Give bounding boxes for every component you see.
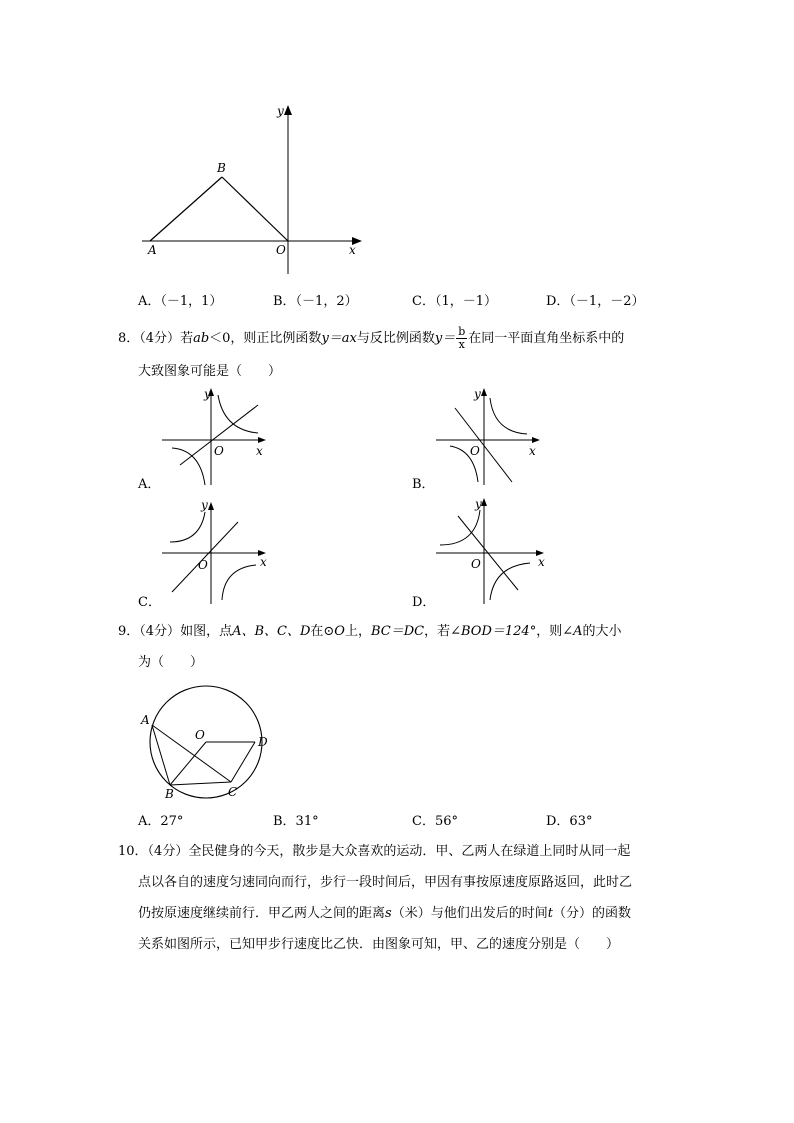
q9-option-a[interactable]: A．27°: [138, 814, 184, 829]
q8-score: （4分）: [139, 331, 181, 346]
q7-label-a: A: [148, 243, 157, 257]
q10-var-t: t: [547, 906, 553, 921]
q9-stem-line2: 为（ ）: [138, 655, 204, 670]
q8-option-a[interactable]: A．: [138, 477, 161, 492]
q9-segment-bc: [170, 782, 231, 785]
q9-text-1: 如图，点: [180, 624, 233, 639]
q9-number: 9．: [118, 624, 140, 639]
q9-label-a: A: [141, 713, 150, 727]
q7-label-x: x: [349, 243, 356, 257]
q9-segment-ac: [152, 725, 231, 782]
q10-line1: [118, 843, 630, 861]
q10-unit-t: （分）的函数: [552, 906, 631, 921]
q7-option-b[interactable]: B．（－1，2）: [273, 294, 358, 309]
q9-text-2: 在⊙: [310, 624, 335, 639]
q8b-label-x: x: [529, 444, 536, 458]
q8d-label-o: O: [471, 557, 481, 571]
q10-var-s: s: [385, 906, 392, 921]
q9-segment-ob: [170, 742, 206, 785]
q9-option-c[interactable]: C．56°: [412, 814, 458, 829]
q10-text-1: 全民健身的今天，散步是大众喜欢的运动．甲、乙两人在绿道上同时从同一起: [188, 844, 631, 859]
q8-eq-inverse-lhs: y＝: [434, 331, 456, 346]
q8-text-1: 若: [180, 331, 194, 346]
q9-text-4: ，若: [424, 624, 451, 639]
q8c-label-x: x: [260, 555, 267, 569]
q9-segment-cd: [231, 742, 255, 782]
q10-line4: 关系如图所示，已知甲步行速度比乙快．由图象可知，甲、乙的速度分别是（ ）: [138, 937, 620, 952]
q8b-label-y: y: [474, 387, 481, 401]
q9-circle: O: [334, 624, 345, 639]
q8a-label-y: y: [204, 387, 211, 401]
q9-option-b[interactable]: B．31°: [273, 814, 319, 829]
q7-label-b: B: [217, 161, 226, 175]
q9-label-b: B: [165, 787, 174, 801]
q8-text-3: 与反比例函数: [356, 331, 435, 346]
q8-number: 8．: [118, 331, 140, 346]
q10-score: （4分）: [147, 844, 189, 859]
q9-text-6: 的大小: [582, 624, 622, 639]
q8c-label-y: y: [201, 498, 208, 512]
q8a-label-o: O: [214, 444, 224, 458]
q8-option-d[interactable]: D．: [412, 595, 436, 610]
q8-eq-direct: y＝ax: [321, 331, 357, 346]
q9-points: A、B、C、D: [232, 624, 311, 639]
q10-unit-s: （米）与他们出发后的时间: [391, 906, 548, 921]
q9-label-o: O: [195, 728, 205, 742]
q9-target: ∠A: [562, 624, 583, 639]
q8d-label-x: x: [538, 555, 545, 569]
q7-label-y: y: [277, 104, 284, 118]
q8-text-2: ＜0，则正比例函数: [209, 331, 322, 346]
q9-label-c: C: [228, 785, 238, 799]
q7-option-a[interactable]: A．（－1，1）: [138, 294, 223, 309]
q8-var-ab: ab: [193, 331, 210, 346]
q10-line3-text: 仍按原速度继续前行．甲乙两人之间的距离: [138, 906, 386, 921]
q8b-label-o: O: [470, 444, 480, 458]
q9-cond1: BC＝DC: [370, 624, 425, 639]
q7-option-d[interactable]: D．（－1，－2）: [546, 294, 645, 309]
q7-option-c[interactable]: C．（1，－1）: [412, 294, 497, 309]
q9-text-3: 上，: [344, 624, 371, 639]
q8a-label-x: x: [256, 444, 263, 458]
q8-frac-num: b: [458, 325, 466, 338]
q9-cond2: ∠BOD＝124°: [450, 624, 537, 639]
q8-frac-den: x: [458, 338, 465, 351]
q9-score: （4分）: [139, 624, 181, 639]
q8c-label-o: O: [198, 558, 208, 572]
q8d-label-y: y: [475, 497, 482, 511]
q10-line2: 点以各自的速度匀速同向而行，步行一段时间后，甲因有事按原速度原路返回，此时乙: [138, 875, 633, 890]
q8-option-b[interactable]: B．: [412, 477, 435, 492]
q9-option-d[interactable]: D．63°: [546, 814, 593, 829]
q9-text-5: ，则: [536, 624, 563, 639]
q7-label-o: O: [276, 243, 286, 257]
q10-line3: [138, 905, 631, 923]
q9-label-d: D: [258, 735, 268, 749]
q8-option-c[interactable]: C．: [138, 595, 161, 610]
q10-number: 10．: [118, 844, 148, 859]
q8-text-4: 在同一平面直角坐标系中的: [468, 331, 625, 346]
q8-stem-line2: 大致图象可能是（ ）: [138, 364, 282, 379]
